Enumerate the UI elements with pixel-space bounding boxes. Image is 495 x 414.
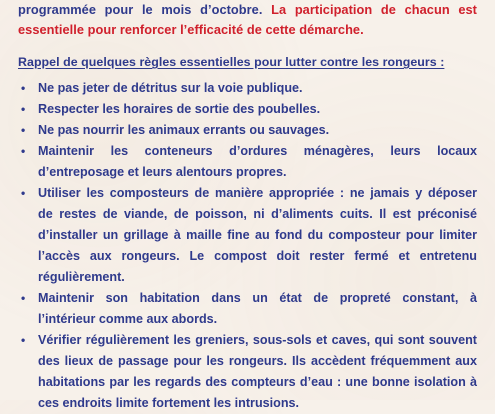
bullet-icon: • <box>21 144 26 159</box>
rule-line: Maintenir son habitation dans un état de propreté constant, à <box>38 291 477 305</box>
rule-line: d’installer un grillage à maille fine au fond du composteur pour limiter <box>38 228 477 243</box>
intro-paragraph <box>18 0 477 40</box>
rule-item <box>18 120 477 141</box>
bullet-icon: • <box>21 333 26 347</box>
rule-line: Respecter les horaires de sortie des poubelles. <box>38 102 321 117</box>
rule-line: d’entreposage et leurs alentours propres. <box>38 165 287 180</box>
rule-line: Utiliser les composteurs de manière appropriée : ne jamais y déposer <box>38 186 477 201</box>
rule-item <box>18 330 477 414</box>
intro-line-1 <box>18 0 477 20</box>
bullet-icon: • <box>21 186 26 201</box>
rule-item <box>18 183 477 288</box>
intro-text-red: La participation de chacun est <box>271 2 477 17</box>
rules-heading: Rappel de quelques règles essentielles pour lutter contre les rongeurs : <box>18 55 445 69</box>
intro-text-blue: programmée pour le mois d’octobre. <box>18 2 263 17</box>
rule-line: ces endroits limite fortement les intrusions. <box>38 395 300 410</box>
intro-line-2: essentielle pour renforcer l’efficacité de cette démarche. <box>18 22 364 37</box>
bullet-icon: • <box>21 81 26 95</box>
bullet-icon: • <box>21 102 26 117</box>
rule-item <box>18 288 477 330</box>
rule-line: l’intérieur comme aux abords. <box>38 311 218 326</box>
rule-line: Maintenir les conteneurs d’ordures ménagères, leurs locaux <box>38 144 477 159</box>
rule-line: l’accès aux rongeurs. Le compost doit rester fermé et entretenu <box>38 249 477 263</box>
rule-item <box>18 99 477 120</box>
rule-line: des lieux de passage pour les rongeurs. Ils accèdent fréquemment aux <box>38 353 477 368</box>
rule-line: Ne pas jeter de détritus sur la voie publique. <box>38 81 303 95</box>
rule-line: habitations par les regards des compteurs d’eau : une bonne isolation à <box>38 374 477 389</box>
rule-item <box>18 141 477 183</box>
rule-line: Ne pas nourrir les animaux errants ou sauvages. <box>38 123 330 138</box>
rule-line: Vérifier régulièrement les greniers, sous-sols et caves, qui sont souvent <box>38 333 477 347</box>
rule-line: de restes de viande, de poisson, ni d’aliments cuits. Il est préconisé <box>38 207 477 222</box>
rule-line: régulièrement. <box>38 269 125 284</box>
rules-list <box>18 78 477 414</box>
bullet-icon: • <box>21 291 26 305</box>
rule-item <box>18 78 477 99</box>
bullet-icon: • <box>21 123 26 138</box>
